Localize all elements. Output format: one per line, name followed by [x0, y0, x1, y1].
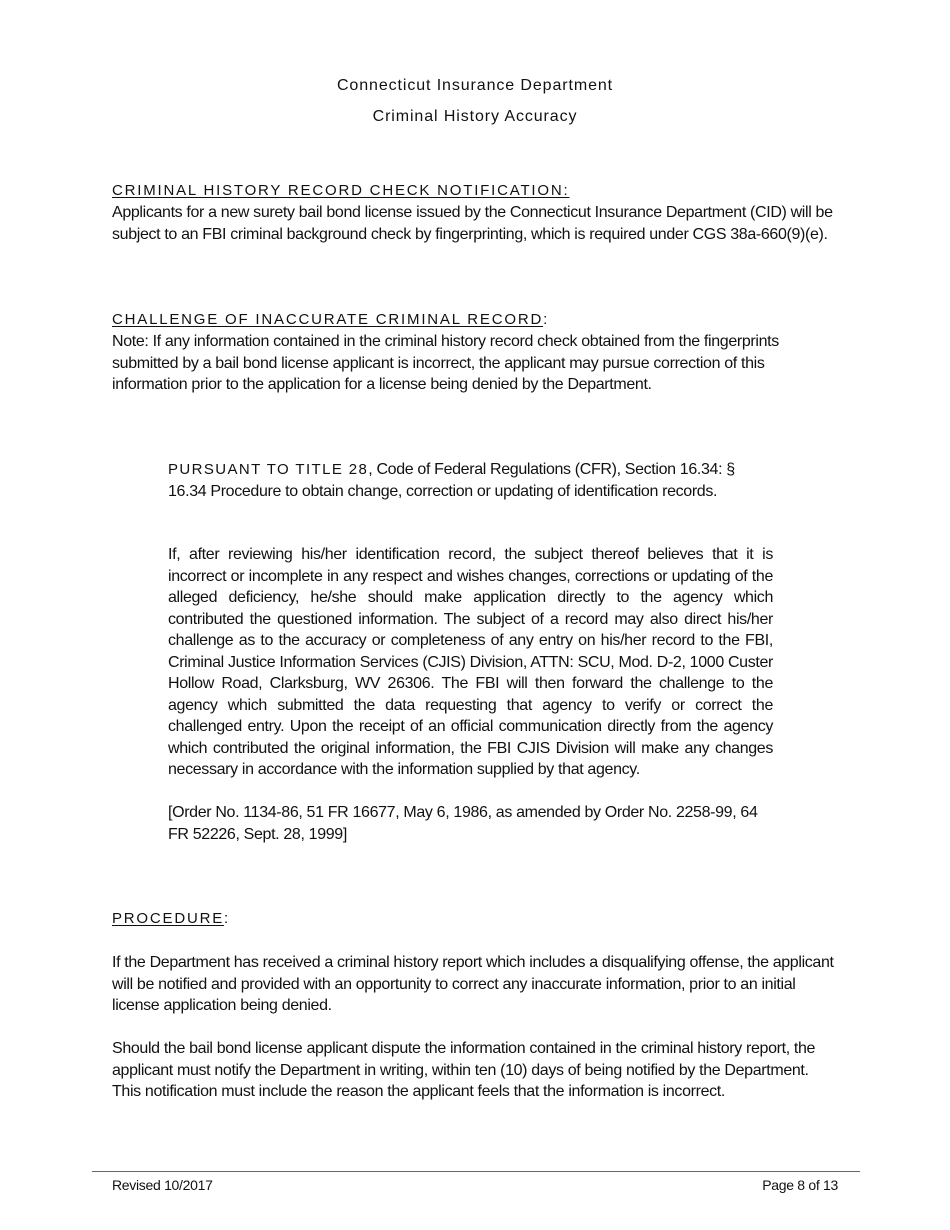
section-body-record-check: Applicants for a new surety bail bond license issued by the Connecticut Insurance Department (CID) will be subject to an FBI criminal background check by fingerprinting, which is required under CGS 38a-660(9)(e). — [112, 204, 833, 243]
section-heading-challenge-colon: : — [543, 311, 550, 328]
regulation-citation: [Order No. 1134-86, 51 FR 16677, May 6, 1986, as amended by Order No. 2258-99, 64 FR 52226, Sept. 28, 1999] — [168, 804, 758, 843]
regulation-paragraph: If, after reviewing his/her identification record, the subject thereof believes that it is incorrect or incomplete in any respect and wishes changes, corrections or updating of the alleged deficiency, he/she should make application directly to the agency which contributed the questioned information. The subject of a record may also direct his/her challenge as to the accuracy or completeness of any entry on his/her record to the FBI, Criminal Justice Information Services (CJIS) Division, ATTN: SCU, Mod. D-2, 1000 Custer Hollow Road, Clarksburg, WV 26306. The FBI will then forward the challenge to the agency which submitted the data requesting that agency to verify or correct the challenged entry. Upon the receipt of an official communication directly from the agency which contributed the original information, the FBI CJIS Division will make any changes necessary in accordance with the information supplied by that agency. — [168, 546, 773, 778]
footer-revised-date: Revised 10/2017 — [112, 1177, 213, 1193]
regulation-lead-caps: PURSUANT TO TITLE 28 — [168, 461, 369, 478]
procedure-paragraph-2: Should the bail bond license applicant dispute the information contained in the criminal history report, the applicant must notify the Department in writing, within ten (10) days of being notified by the Department. This notification must include the reason the applicant feels that the information is incorrect. — [112, 1040, 820, 1100]
section-heading-challenge-text: CHALLENGE OF INACCURATE CRIMINAL RECORD — [112, 311, 544, 328]
procedure-paragraph-1: If the Department has received a criminal history report which includes a disqualifying offense, the applicant will be notified and provided with an opportunity to correct any inaccurate information, prior to an initial license application being denied. — [112, 954, 834, 1014]
section-heading-procedure-colon: : — [224, 910, 231, 927]
section-heading-challenge — [112, 311, 549, 328]
section-heading-procedure-text: PROCEDURE — [112, 910, 225, 927]
section-heading-procedure — [112, 910, 230, 927]
section-heading-record-check — [112, 182, 569, 199]
header-document-title: Criminal History Accuracy — [372, 108, 578, 125]
regulation-lead — [168, 459, 773, 502]
footer-divider — [92, 1171, 860, 1172]
footer-page-number: Page 8 of 13 — [762, 1177, 838, 1193]
header-agency-title: Connecticut Insurance Department — [336, 77, 614, 94]
regulation-lead-rest: , Code of Federal Regulations (CFR), Section 16.34: § 16.34 Procedure to obtain change, correction or updating of identification records. — [168, 461, 735, 500]
section-body-challenge: Note: If any information contained in the criminal history record check obtained from the fingerprints submitted by a bail bond license applicant is incorrect, the applicant may pursue correction of this information prior to the application for a license being denied by the Department. — [112, 333, 779, 393]
section-heading-record-check-text: CRIMINAL HISTORY RECORD CHECK NOTIFICATION: — [112, 182, 570, 199]
